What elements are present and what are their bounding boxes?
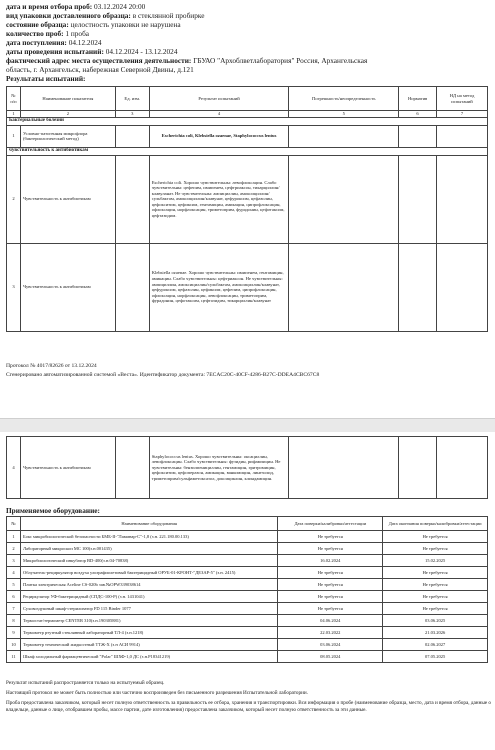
eq-name: Рециркулятор УФ-бактерицидный (СПДС-100-Р) (з.н. 1431041) <box>20 591 277 603</box>
eq-end: Не требуется <box>383 591 488 603</box>
col-name: Наименование показателя <box>20 87 115 111</box>
eq-num: 11 <box>7 651 21 663</box>
col-result: Результат испытаний <box>149 87 289 111</box>
equipment-row <box>7 579 488 591</box>
address-continuation: область, г. Архангельск, набережная Северной Двины, д.121 <box>6 65 194 74</box>
equipment-row <box>7 603 488 615</box>
receipt-date-label: дата поступления: <box>6 38 67 47</box>
sampling-datetime-line <box>6 2 145 11</box>
section-antibiotics: чувствительность к антибиотикам <box>7 147 488 155</box>
eq-end: Не требуется <box>383 543 488 555</box>
protocol-number: Протокол № 4017/82626 от 13.12.2024 <box>6 363 97 369</box>
equipment-title: Применяемое оборудование: <box>6 506 100 515</box>
address-line <box>6 56 367 65</box>
eq-end: Не требуется <box>383 603 488 615</box>
col-index: 1 <box>7 111 21 118</box>
equipment-row <box>7 627 488 639</box>
row-norm <box>399 155 437 243</box>
col-index: 6 <box>399 111 437 118</box>
col-index: 7 <box>437 111 488 118</box>
equipment-row <box>7 591 488 603</box>
col-num: № п/п <box>7 87 21 111</box>
package-type-label: вид упаковки доставленного образца: <box>6 11 131 20</box>
eq-col-name: Наименование оборудования <box>20 517 277 531</box>
eq-date: Не требуется <box>278 567 383 579</box>
eq-num: 8 <box>7 615 21 627</box>
eq-end: 15.02.2025 <box>383 555 488 567</box>
test-dates-label: даты проведения испытаний: <box>6 47 104 56</box>
note-scope: Результат испытаний распространяется только на испытуемый образец. <box>6 680 165 686</box>
equipment-row <box>7 543 488 555</box>
address-value: ГБУАО "Архоблветлаборатория" Россия, Архангельская <box>193 56 368 65</box>
eq-name: Бокс микробиологической безопасности БМБ-II-"Ламинар-С"-1,8 (з.н. 221.180.00.133) <box>20 531 277 543</box>
row-error <box>289 155 399 243</box>
address-label: фактический адрес места осуществления деятельности: <box>6 56 192 65</box>
col-index: 2 <box>20 111 115 118</box>
package-type-line <box>6 11 204 20</box>
col-index: 5 <box>289 111 399 118</box>
eq-date: 04.06.2024 <box>278 615 383 627</box>
results-table-continued <box>6 436 488 499</box>
row-unit <box>115 243 149 331</box>
note-reproduction: Настоящий протокол не может быть полностью или частично воспроизведен без письменного разрешения Испытательной лаборатории. <box>6 690 308 696</box>
eq-end: 03.06.2025 <box>383 615 488 627</box>
eq-end: Не требуется <box>383 567 488 579</box>
eq-name: Облучатель-рециркулятор воздуха ультрафиолетовый бактерицидный ОРУБ-01-КРОНТ-"ДЕЗАР-5" (з.н. 2415) <box>20 567 277 579</box>
eq-name: Термометр технический жидкостный ТТЖ-Х (з.н АСИ 9914) <box>20 639 277 651</box>
table-row <box>7 243 488 331</box>
section-bacterial: Бактериальные болезни <box>7 117 488 125</box>
receipt-date-value: 04.12.2024 <box>68 38 102 47</box>
row-num: 3 <box>7 243 21 331</box>
eq-name: Шкаф холодильный фармацевтический "Polar" ШХФ-1,0 ДС (з.н.Р18341219) <box>20 651 277 663</box>
row-result: Klebsiella ozaenae. Хорошо чувствительны: имипенем, гентамицин, амикацин. Слабо чувствительны: цефтриаксон. Не чувствительны: ампициллин, амоксициллин/сульбактам, амоксициллин/клавунат, цефуроксим, цефазолин, цефиксим, цефепим, ципрофлоксацин, офлоксацин, норфлоксацин, левофлоксацин, триметоприм, фурадонин, цефотаксим, цефтазидим, тикарциллин/клавунат <box>149 243 289 331</box>
document-identifier: Сгенерировано автоматизированной системой «Веста». Идентификатор документа: 7ECAC20C-40CF-4286-B27C-DDEA4CBC67C8 <box>6 372 320 378</box>
eq-name: Лабораторный микроскоп МС 100(з.н.001435) <box>20 543 277 555</box>
eq-end: 21.03.2026 <box>383 627 488 639</box>
row-result: Escherichia coli, Klebsiella ozaenae, Staphylococcus lentus <box>149 125 289 147</box>
row-norm <box>399 243 437 331</box>
equipment-row <box>7 639 488 651</box>
eq-num: 5 <box>7 579 21 591</box>
equipment-row <box>7 531 488 543</box>
row-unit <box>115 125 149 147</box>
eq-num: 7 <box>7 603 21 615</box>
col-unit: Ед. изм. <box>115 87 149 111</box>
equipment-rows <box>7 531 488 663</box>
eq-end: 02.06.2027 <box>383 639 488 651</box>
package-type-value: в стеклянной пробирке <box>132 11 205 20</box>
row-error <box>289 243 399 331</box>
row-error <box>289 437 399 499</box>
col-index: 3 <box>115 111 149 118</box>
receipt-date-line <box>6 38 102 47</box>
col-method: НД на метод испытаний <box>437 87 488 111</box>
eq-col-end: Дата окончания поверки/калибровки/аттестации <box>383 517 488 531</box>
protocol-page-2 <box>0 432 495 750</box>
sample-count-line <box>6 29 89 38</box>
results-table <box>6 86 488 332</box>
eq-name: Суховоздушный шкаф-стерилизатор FD 115 Binder 1077 <box>20 603 277 615</box>
eq-col-num: № <box>7 517 21 531</box>
row-norm <box>399 437 437 499</box>
row-unit <box>115 437 149 499</box>
equipment-row <box>7 555 488 567</box>
eq-col-date: Дата поверки/калибровки/аттестации <box>278 517 383 531</box>
sample-condition-label: состояние образца: <box>6 20 69 29</box>
row-method <box>437 437 488 499</box>
eq-num: 1 <box>7 531 21 543</box>
eq-date: Не требуется <box>278 531 383 543</box>
sample-count-label: количество проб: <box>6 29 64 38</box>
equipment-table <box>6 516 488 663</box>
row-name: Условно-патогенная микрофлора (бактериологический метод) <box>20 125 115 147</box>
eq-num: 10 <box>7 639 21 651</box>
row-num: 1 <box>7 125 21 147</box>
table-row <box>7 155 488 243</box>
eq-date: 03.06.2024 <box>278 639 383 651</box>
eq-name: Термометр ртутный стеклянный лабораторный ТЛ-4 (з.н.1218) <box>20 627 277 639</box>
row-method <box>437 243 488 331</box>
eq-date: Не требуется <box>278 591 383 603</box>
eq-end: Не требуется <box>383 579 488 591</box>
equipment-row <box>7 567 488 579</box>
test-dates-value: 04.12.2024 - 13.12.2024 <box>105 47 178 56</box>
eq-date: Не требуется <box>278 543 383 555</box>
sample-count-value: 1 проба <box>65 29 90 38</box>
row-norm <box>399 125 437 147</box>
eq-date: Не требуется <box>278 579 383 591</box>
equipment-row <box>7 651 488 663</box>
row-name: Чувствительность к антибиотикам <box>20 155 115 243</box>
eq-date: 22.03.2022 <box>278 627 383 639</box>
note-customer-responsibility: Проба предоставлена заказчиком, который несет полную ответственность за правильность ее отбора, хранения и транспортировки. Вся информация о пробе (наименование образца, место, дата и время отбора, данные о владельце, данные о лице, отобравшем пробы, массе партии, дате изготовления) предоставлена заказчиком, который несет полную ответственность за эти данные. <box>6 700 492 713</box>
eq-end: Не требуется <box>383 531 488 543</box>
results-title: Результаты испытаний: <box>6 74 86 83</box>
row-error <box>289 125 399 147</box>
sample-condition-value: целостность упаковки не нарушена <box>70 20 181 29</box>
row-unit <box>115 155 149 243</box>
col-error: Погрешность/неопределенность <box>289 87 399 111</box>
eq-name: Термостат/термометр CENTER 310(з.н.190305881) <box>20 615 277 627</box>
eq-num: 3 <box>7 555 21 567</box>
col-norm: Норматив <box>399 87 437 111</box>
col-index: 4 <box>149 111 289 118</box>
row-name: Чувствительность к антибиотикам <box>20 437 115 499</box>
table-row <box>7 437 488 499</box>
row-method <box>437 155 488 243</box>
row-result: Escherichia coli. Хорошо чувствительны: левофлоксацин. Слабо чувствительны: цефепим, имипенем, цефтриаксон, тикарциллин/клавуланат. Не чувствительны: ампициллин, амоксициллин/сульбактам, амоксициллин/клавунат, цефуроксим, цефазолин, цефокситим, цефиксим, гентамицин, амикацин, ципрофлоксацин, офлоксацин, норфлоксацин, триметоприм, фурадонин, цефотаксим, цефтазидим. <box>149 155 289 243</box>
eq-date: Не требуется <box>278 603 383 615</box>
sampling-datetime-label: дата и время отбора проб: <box>6 2 93 11</box>
row-name: Чувствительность к антибиотикам <box>20 243 115 331</box>
sampling-datetime-value: 03.12.2024 20:00 <box>94 2 146 11</box>
eq-num: 2 <box>7 543 21 555</box>
table-row <box>7 125 488 147</box>
row-method <box>437 125 488 147</box>
eq-name: Микробиологический инкубатор BD-400(з.н.04-70838) <box>20 555 277 567</box>
row-num: 4 <box>7 437 21 499</box>
row-num: 2 <box>7 155 21 243</box>
test-dates-line <box>6 47 177 56</box>
eq-date: 16.02.2024 <box>278 555 383 567</box>
eq-name: Плитка электрическая Aceline CS-020b зав.№OPW339038614 <box>20 579 277 591</box>
eq-num: 6 <box>7 591 21 603</box>
eq-end: 07.05.2025 <box>383 651 488 663</box>
eq-date: 08.05.2024 <box>278 651 383 663</box>
equipment-row <box>7 615 488 627</box>
eq-num: 9 <box>7 627 21 639</box>
row-result: Staphylococcus lentus. Хорошо чувствительны: оксациллин, левофлоксацин. Слабо чувствительны: фузидин, рифампицин. Не чувствительны: бензилпенициллин, гентамицин, эритромицин, цефокситим, цефоперазон, амикацин, ванкомицин, линезолид, триметоприм/сульфаметоксазол, доксициклин, клиндамицин. <box>149 437 289 499</box>
eq-num: 4 <box>7 567 21 579</box>
sample-condition-line <box>6 20 181 29</box>
